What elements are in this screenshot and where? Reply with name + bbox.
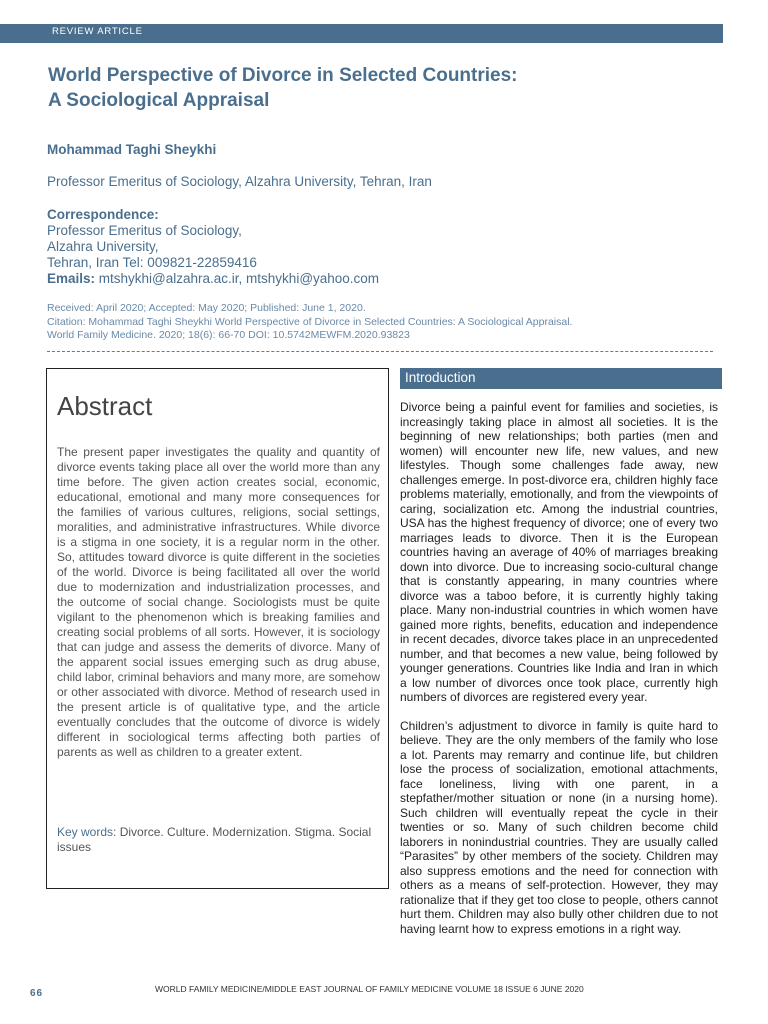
- correspondence-line-3: Tehran, Iran Tel: 009821-22859416: [47, 255, 257, 270]
- introduction-header-bar: [400, 368, 722, 389]
- article-type-label: REVIEW ARTICLE: [52, 26, 143, 37]
- correspondence-label: Correspondence:: [47, 207, 159, 222]
- publication-dates: Received: April 2020; Accepted: May 2020; Published: June 1, 2020.: [47, 302, 366, 314]
- dashed-divider: [47, 351, 713, 352]
- keywords-label: Key words:: [57, 825, 117, 839]
- article-title: [48, 63, 708, 113]
- title-line-1: World Perspective of Divorce in Selected Countries:: [48, 65, 518, 86]
- emails-label: Emails:: [47, 271, 96, 286]
- author-name: Mohammad Taghi Sheykhi: [47, 142, 217, 157]
- keywords: [57, 825, 380, 855]
- correspondence-line-2: Alzahra University,: [47, 239, 159, 254]
- page-number: 66: [30, 988, 44, 999]
- abstract-text: The present paper investigates the quality and quantity of divorce events taking place all over the world more than any time before. The given action creates social, economic, educational, emotional and many more consequences for the families of various cultures, religions, social settings, moralities, and administrative infrastructures. While divorce is a stigma in one society, it is a regular norm in the other. So, attitudes toward divorce is quite different in the societies of the world. Divorce is being facilitated all over the world due to modernization and industrialization processes, and the outcome of social change. Sociologists must be quite vigilant to the phenomenon which is breaking families and creating social problems of all sorts. However, it is sociology that can judge and assess the demerits of divorce. Many of the apparent social issues emerging such as drug abuse, child labor, criminal behaviors and many more, are somehow or other associated with divorce. Method of research used in the present article is of qualitative type, and the article eventually concludes that the outcome of divorce is widely different in sociological terms affecting both parties of parents as well as children to a greater extent.: [57, 445, 380, 759]
- correspondence-block: [47, 207, 379, 287]
- introduction-body: [400, 400, 718, 950]
- citation-line-1: Citation: Mohammad Taghi Sheykhi World Perspective of Divorce in Selected Countries: A Sociological Appraisal.: [47, 315, 573, 328]
- abstract-box: [46, 368, 389, 889]
- title-line-2: A Sociological Appraisal: [48, 90, 270, 111]
- correspondence-line-1: Professor Emeritus of Sociology,: [47, 223, 242, 238]
- citation-line-2: World Family Medicine. 2020; 18(6): 66-70 DOI: 10.5742MEWFM.2020.93823: [47, 329, 410, 341]
- keywords-value: Divorce. Culture. Modernization. Stigma. Social issues: [57, 825, 372, 854]
- publication-meta: [47, 302, 572, 343]
- emails-value[interactable]: mtshykhi@alzahra.ac.ir, mtshykhi@yahoo.com: [98, 271, 380, 286]
- introduction-paragraph-1: Divorce being a painful event for families and societies, is increasingly taking place in almost all societies. It is the beginning of new relationships; both parties (men and women) will encounter new life, new values, and new lifestyles. Though some challenges fade away, new challenges emerge. In post-divorce era, children highly face problems materially, emotionally, and from the viewpoints of caring, socialization etc. Among the industrial countries, USA has the highest frequency of divorce; one of every two marriages leads to divorce. Then it is the European countries having an average of 40% of marriages breaking down into divorce. Due to increasing socio-cultural change that is constantly appearing, in many countries where divorce was a taboo before, it is currently highly taking place. Many non-industrial countries in which women have gained more rights, benefits, education and independence in recent decades, divorce takes place in an unprecedented number, and that becomes a new value, being followed by younger generations. Countries like India and Iran in which a low number of divorces once took place, currently high numbers of divorces are registered every year.: [400, 400, 718, 704]
- emails-line: [47, 271, 379, 287]
- section-header-bar: [0, 24, 723, 43]
- introduction-heading: Introduction: [405, 370, 476, 385]
- abstract-heading: Abstract: [57, 391, 153, 421]
- author-affiliation: Professor Emeritus of Sociology, Alzahra University, Tehran, Iran: [47, 174, 432, 189]
- introduction-paragraph-2: Children’s adjustment to divorce in family is quite hard to believe. They are the only members of the family who lose a lot. Parents may remarry and continue life, but children lose the process of socialization, emotional attachments, face loneliness, living with one parent, in a stepfather/mother situation or none (in a nursing home). Such children will eventually repeat the cycle in their twenties or so. Many of such children become child laborers in nonindustrial countries. They are usually called “Parasites” by other members of the society. Children may also suppress emotions and the need for connection with others as a means of self-protection. However, they may rationalize that if they get too close to people, others cannot hurt them. Children may also bully other children due to not having learnt how to express emotions in a right way.: [400, 718, 718, 936]
- journal-footer: WORLD FAMILY MEDICINE/MIDDLE EAST JOURNAL OF FAMILY MEDICINE VOLUME 18 ISSUE 6 JUNE 2020: [155, 984, 584, 994]
